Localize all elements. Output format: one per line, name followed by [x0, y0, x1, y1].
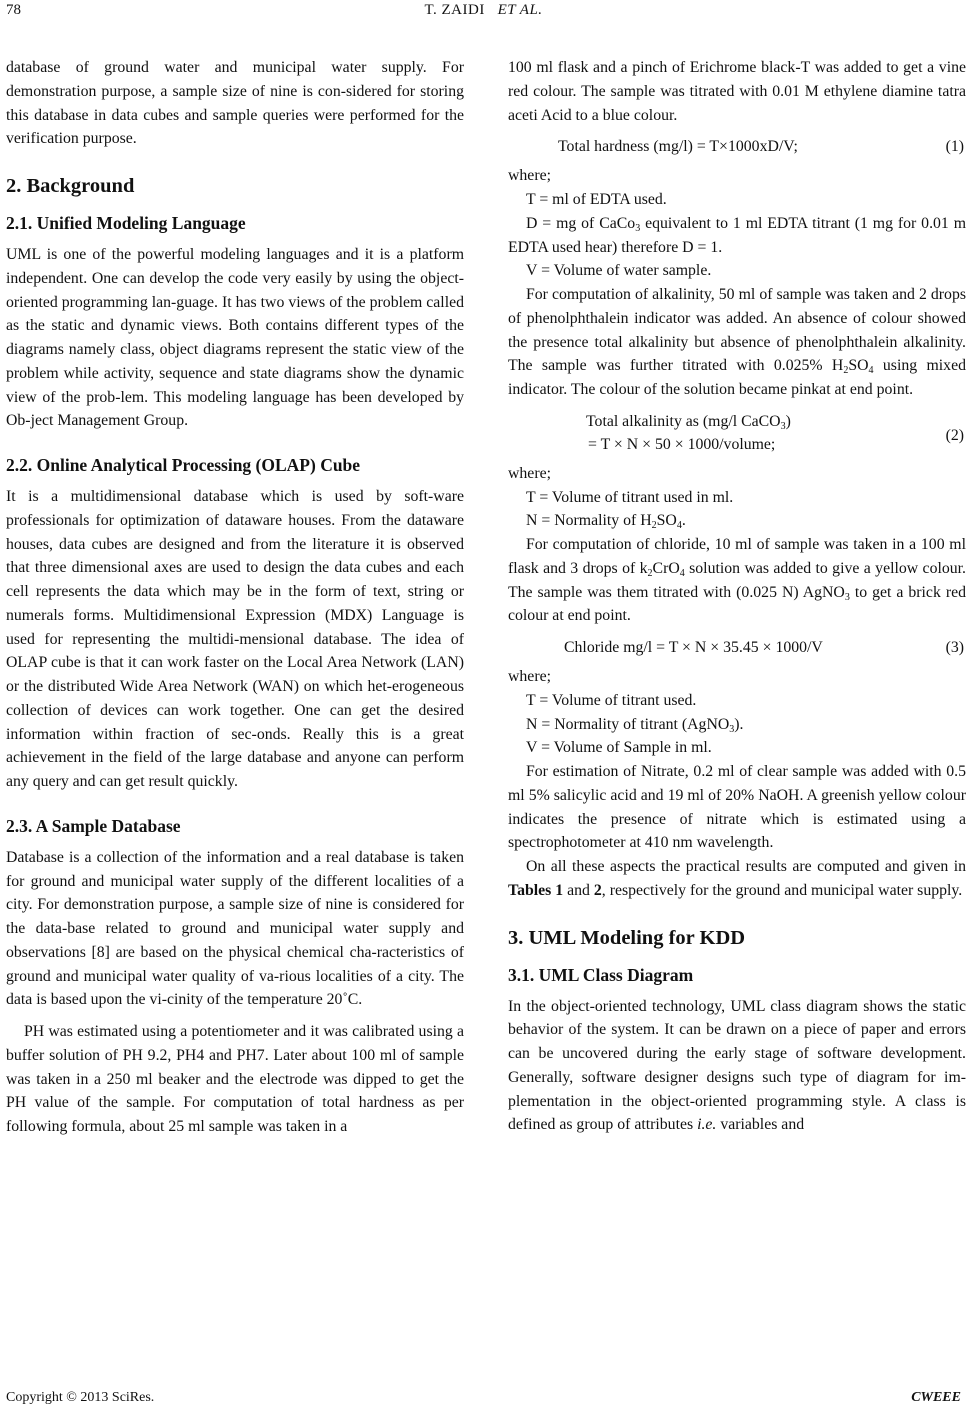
definition-line: T = Volume of titrant used in ml. — [526, 488, 734, 506]
paragraph: 100 ml flask and a pinch of Erichrome black-T was added to get a vine red colour. The sample was titrated with 0.01 M ethylene diamine tatra aceti Acid to a blue colour. — [508, 59, 966, 124]
table-ref: Tables 1 — [508, 881, 564, 899]
equation-body: Total hardness (mg/l) = T×1000xD/V; — [558, 138, 798, 156]
paragraph: database of ground water and municipal water supply. For demonstration purpose, a sample size of nine is con-sidered for storing this database in data cubes and sample queries were performed for the verification purpose. — [6, 59, 464, 148]
equation-2 — [508, 410, 966, 456]
paragraph: where; — [508, 668, 551, 685]
equation-line: Total alkalinity as (mg/l CaCO$_3$) — [586, 412, 791, 432]
running-head — [0, 2, 967, 19]
right-column — [508, 56, 966, 1137]
page-number: 78 — [6, 2, 21, 18]
author: T. ZAIDI — [424, 2, 485, 18]
paragraph: Database is a collection of the information and a real database is taken for ground and municipal water supply of the different localities of a city. For demonstration purpose, a sample size of nine is considered for the data-base related to ground and municipal water supply and observations [8] are based on the physical chemical cha-racteristics of ground and municipal water quality of va-rious localities of a city. The data is based upon the vi-cinity of the temperature 20˚C. — [6, 848, 464, 1009]
subsection-heading: 2.3. A Sample Database — [6, 815, 181, 836]
equation-line: = T × N × 50 × 1000/volume; — [588, 435, 776, 453]
subsection-heading: 2.1. Unified Modeling Language — [6, 213, 246, 233]
paragraph: For estimation of Nitrate, 0.2 ml of clear sample was added with 0.5 ml 5% salicylic acid and 19 ml of 20% NaOH. A greenish yellow colour indicates the presence of nitrate which is estimated using a spectrophotometer at 410 nm wavelength. — [508, 763, 966, 852]
subsection-heading: 2.2. Online Analytical Processing (OLAP) Cube — [6, 455, 361, 475]
table-ref: 2 — [593, 881, 602, 899]
definition-line: N = Normality of $H_2SO_4$. — [526, 512, 686, 532]
paragraph: It is a multidimensional database which is used by soft-ware professionals for optimization of dataware houses. From the dataware houses, data cubes are designed and from the literature it is observed that three dimensional axes are used to design the data cubes and each cell represents the data which may be in the form of text, string or numerals forms. Multidimensional Expression (MDX) Language is used for representing the multidi-mensional database. The idea of OLAP cube is that it can work faster on the Local Area Network (LAN) or the distributed Wide Area Network (WAN) on which het-erogeneous collection of devices can work together. One can get the desired information within fraction of sec-onds. Really this is a great achievement in the field of the large database and anyone can perform any query and can get result quickly. — [6, 488, 464, 790]
definition-line: N = Normality of titrant (AgNO$_3$). — [526, 715, 744, 735]
journal-abbrev: CWEEE — [911, 1390, 961, 1405]
equation-number: (1) — [945, 138, 964, 156]
definition-line: T = Volume of titrant used. — [526, 691, 697, 709]
left-column — [6, 56, 464, 1139]
paragraph: On all these aspects the practical results are computed and given in Tables 1 and 2, respectively for the ground and municipal water supply. — [508, 858, 966, 899]
paragraph: where; — [508, 464, 551, 482]
equation-3 — [508, 636, 966, 659]
copyright: Copyright © 2013 SciRes. — [6, 1390, 155, 1405]
et-al: ET AL. — [497, 2, 543, 18]
paragraph: For computation of alkalinity, 50 ml of sample was taken and 2 drops of phenolphthalein indicator was added. An absence of colour showed the presence total alkalinity but absence of phenolphthalein alkalinity. The sample was further titrated with 0.025% $H_2SO_4$ using mixed indicator. The colour of the solution became pinkat at end point. — [508, 286, 966, 398]
subsection-heading: 3.1. UML Class Diagram — [508, 964, 694, 985]
definition-line: V = Volume of water sample. — [526, 262, 712, 280]
definition-line: T = ml of EDTA used. — [526, 191, 667, 208]
paragraph: For computation of chloride, 10 ml of sample was taken in a 100 ml flask and 3 drops of $k_2CrO_4$ solution was added to give a yellow colour. The sample was them titrated with (0.025 N) AgNO$_3$ to get a brick red colour at end point. — [508, 536, 966, 625]
definition-line: D = mg of CaCo$_3$ equivalent to 1 ml EDTA titrant (1 mg for 0.01 m EDTA used hear) therefore D = 1. — [508, 214, 966, 256]
paragraph: where; — [508, 167, 551, 185]
section-heading: 2. Background — [6, 175, 135, 197]
equation-number: (2) — [945, 426, 964, 444]
equation-body: Chloride mg/l = T × N × 35.45 × 1000/V — [564, 639, 823, 656]
section-heading: 3. UML Modeling for KDD — [508, 926, 746, 949]
definition-line: V = Volume of Sample in ml. — [526, 739, 712, 757]
equation-1 — [508, 135, 966, 158]
equation-number: (3) — [945, 639, 964, 656]
paragraph: In the object-oriented technology, UML class diagram shows the static behavior of the system. It can be drawn on a piece of paper and errors can be uncovered during the early stage of software development. Generally, software designer designs such type of diagram for im-plementation in the object-oriented programming style. A class is defined as group of attributes i.e. variables and — [508, 997, 966, 1134]
paragraph: UML is one of the powerful modeling languages and it is a platform independent. One can develop the code very easily by using the object-oriented programming lan-guage. It has two views of the problem called as the static and dynamic views. Both contains different types of the diagrams namely class, object diagrams represent the static view of the problem while activity, sequence and state diagrams show the dynamic view of the prob-lem. This modeling language has been developed by Ob-ject Management Group. — [6, 246, 464, 430]
paragraph: PH was estimated using a potentiometer and it was calibrated using a buffer solution of PH 9.2, PH4 and PH7. Later about 100 ml of sample was taken in a 250 ml beaker and the electrode was dipped to get the PH value of the sample. For computation of total hardness as per following formula, about 25 ml sample was taken in a — [6, 1023, 464, 1135]
